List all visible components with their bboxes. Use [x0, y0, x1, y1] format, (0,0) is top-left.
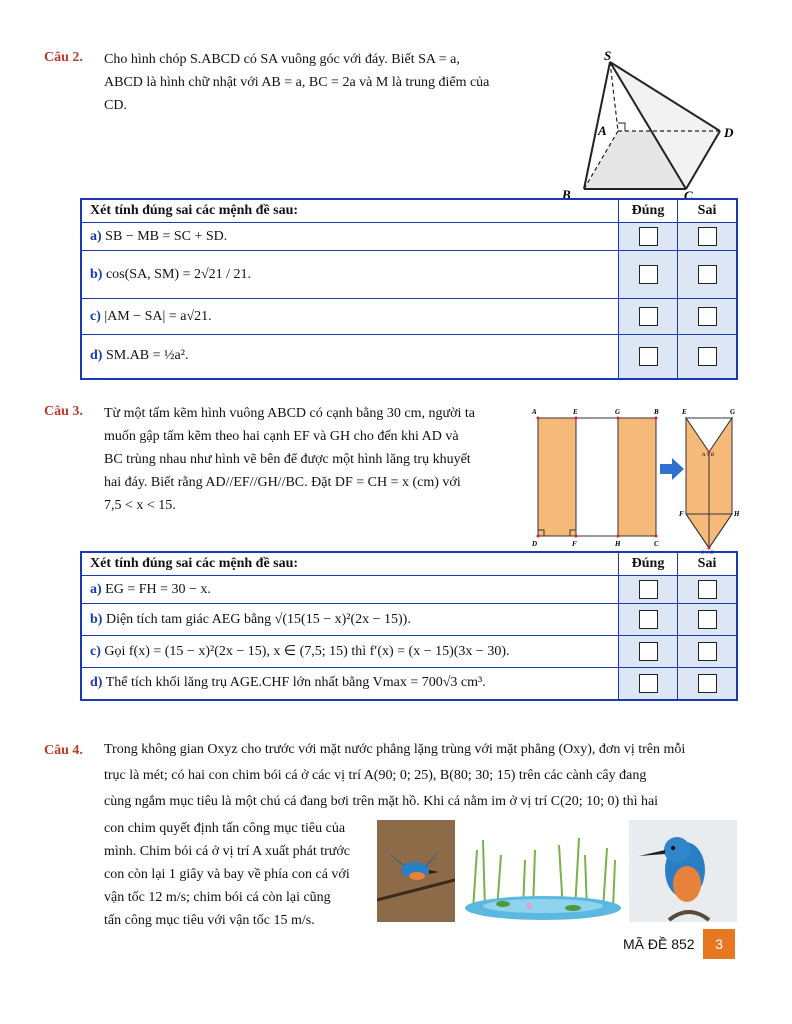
table-header-row — [81, 199, 737, 223]
false-checkbox[interactable] — [698, 674, 717, 693]
question-2-label: Câu 2. — [44, 50, 83, 65]
label-f2: F — [679, 510, 684, 518]
true-checkbox[interactable] — [639, 580, 658, 599]
label-f: F — [572, 540, 577, 548]
kingfisher-perched-photo — [629, 820, 737, 922]
table-row — [81, 335, 737, 379]
label-b: B — [562, 187, 571, 202]
question-2-text — [104, 48, 546, 117]
middle-panel — [576, 418, 618, 536]
row-text: SB − MB = SC + SD. — [105, 228, 228, 244]
label-h: H — [615, 540, 621, 548]
label-d: D — [532, 540, 538, 548]
label-d: D — [724, 125, 734, 140]
row-id: b) — [90, 611, 103, 627]
row-id: c) — [90, 644, 101, 659]
table-row — [81, 223, 737, 251]
col-true-header: Đúng — [619, 199, 678, 223]
table-row — [81, 604, 737, 636]
question-4-line: cùng ngắm mục tiêu là một chú cá đang bơi trên mặt hồ. Khi cá nằm im ở vị trí C(20; 10; 0) thì hai — [104, 794, 659, 809]
right-angle-mark — [618, 123, 625, 131]
question-3-label: Câu 3. — [44, 404, 83, 419]
label-e: E — [573, 408, 578, 416]
row-text: cos(SA, SM) = 2√21 / 21. — [105, 266, 252, 282]
question-2-line: CD. — [104, 98, 127, 113]
true-checkbox[interactable] — [639, 227, 658, 246]
true-checkbox[interactable] — [639, 674, 658, 693]
table-row — [81, 668, 737, 700]
label-c-equiv-d: C ≡ D — [701, 551, 714, 554]
question-4-line: mình. Chim bói cá ở vị trí A xuất phát trước — [104, 844, 350, 859]
question-3-line: hai đáy. Biết rằng AD//EF//GH//BC. Đặt DF = CH = x (cm) với — [104, 475, 461, 490]
arrow-icon — [660, 458, 684, 480]
question-3-line: Từ một tấm kẽm hình vuông ABCD có cạnh bằng 30 cm, người ta — [104, 406, 475, 421]
question-3-line: BC trùng nhau như hình vẽ bên để được một hình lăng trụ khuyết — [104, 452, 471, 467]
label-h2: H — [734, 510, 740, 518]
label-e2: E — [682, 408, 687, 416]
question-4-line: Trong không gian Oxyz cho trước với mặt nước phẳng lặng trùng với mặt phẳng (Oxy), đơn vị trên mỗi — [104, 742, 686, 757]
label-a-equiv-b: A ≡ B — [702, 453, 714, 458]
false-checkbox[interactable] — [698, 347, 717, 366]
question-2-line: ABCD là hình chữ nhật với AB = a, BC = 2a và M là trung điểm của — [104, 75, 490, 90]
col-true-header: Đúng — [619, 552, 678, 576]
false-checkbox[interactable] — [698, 265, 717, 284]
left-panel — [538, 418, 576, 536]
question-4-line: trục là mét; có hai con chim bói cá ở các vị trí A(90; 0; 25), B(80; 30; 15) trên các cành cây đang — [104, 768, 647, 783]
true-checkbox[interactable] — [639, 610, 658, 629]
row-text: SM.AB = ½a². — [105, 348, 189, 364]
label-a: A — [598, 123, 607, 138]
col-false-header: Sai — [678, 199, 738, 223]
exam-code: MÃ ĐỀ 852 — [623, 936, 695, 952]
label-c: C — [684, 188, 693, 202]
question-4-label: Câu 4. — [44, 743, 83, 758]
false-checkbox[interactable] — [698, 307, 717, 326]
row-text: |AM − SA| = a√21. — [104, 308, 212, 324]
question-4-body — [104, 817, 368, 932]
false-checkbox[interactable] — [698, 227, 717, 246]
table-header: Xét tính đúng sai các mệnh đề sau: — [81, 552, 619, 576]
q2-truefalse-table — [80, 198, 738, 380]
q3-truefalse-table — [80, 551, 738, 701]
page-number: 3 — [703, 929, 735, 959]
true-checkbox[interactable] — [639, 265, 658, 284]
pond-illustration — [463, 820, 623, 922]
label-s: S — [604, 48, 612, 63]
row-id: a) — [90, 228, 102, 244]
table-row — [81, 636, 737, 668]
row-id: d) — [90, 675, 103, 691]
right-panel — [618, 418, 656, 536]
label-g2: G — [730, 408, 736, 416]
question-2-line: Cho hình chóp S.ABCD có SA vuông góc với đáy. Biết SA = a, — [104, 52, 460, 67]
zinc-sheet-figure — [528, 404, 748, 554]
true-checkbox[interactable] — [639, 347, 658, 366]
col-false-header: Sai — [678, 552, 738, 576]
row-id: a) — [90, 581, 102, 597]
table-row — [81, 251, 737, 299]
row-id: b) — [90, 266, 103, 282]
false-checkbox[interactable] — [698, 580, 717, 599]
question-3-text — [104, 402, 520, 517]
label-a: A — [532, 408, 537, 416]
question-4-line: vận tốc 12 m/s; chim bói cá còn lại cũng — [104, 890, 331, 905]
question-3-line: muốn gập tấm kẽm theo hai cạnh EF và GH cho đến khi AD và — [104, 429, 459, 444]
pyramid-figure — [556, 44, 746, 202]
row-text: Gọi f(x) = (15 − x)²(2x − 15), x ∈ (7,5; 15) thì f′(x) = (x − 15)(3x − 30). — [104, 644, 510, 659]
question-4-line: tấn công mục tiêu với vận tốc 15 m/s. — [104, 913, 315, 928]
true-checkbox[interactable] — [639, 642, 658, 661]
row-id: d) — [90, 348, 103, 364]
false-checkbox[interactable] — [698, 610, 717, 629]
label-g: G — [615, 408, 621, 416]
label-c: C — [654, 540, 659, 548]
question-3-line: 7,5 < x < 15. — [104, 498, 176, 513]
question-4-intro — [104, 737, 738, 815]
table-header-row — [81, 552, 737, 576]
question-4-line: con chim quyết định tấn công mục tiêu của — [104, 821, 346, 836]
row-text: EG = FH = 30 − x. — [105, 581, 211, 597]
true-checkbox[interactable] — [639, 307, 658, 326]
row-text: Diện tích tam giác AEG bằng √(15(15 − x)²(2x − 15)). — [105, 611, 411, 627]
row-id: c) — [90, 308, 101, 324]
row-text: Thể tích khối lăng trụ AGE.CHF lớn nhất bằng Vmax = 700√3 cm³. — [105, 675, 486, 691]
kingfisher-flying-photo — [377, 820, 455, 922]
question-4-line: con còn lại 1 giây và bay về phía con cá với — [104, 867, 350, 882]
table-row — [81, 299, 737, 335]
table-header: Xét tính đúng sai các mệnh đề sau: — [81, 199, 619, 223]
label-b: B — [654, 408, 659, 416]
table-row — [81, 576, 737, 604]
false-checkbox[interactable] — [698, 642, 717, 661]
